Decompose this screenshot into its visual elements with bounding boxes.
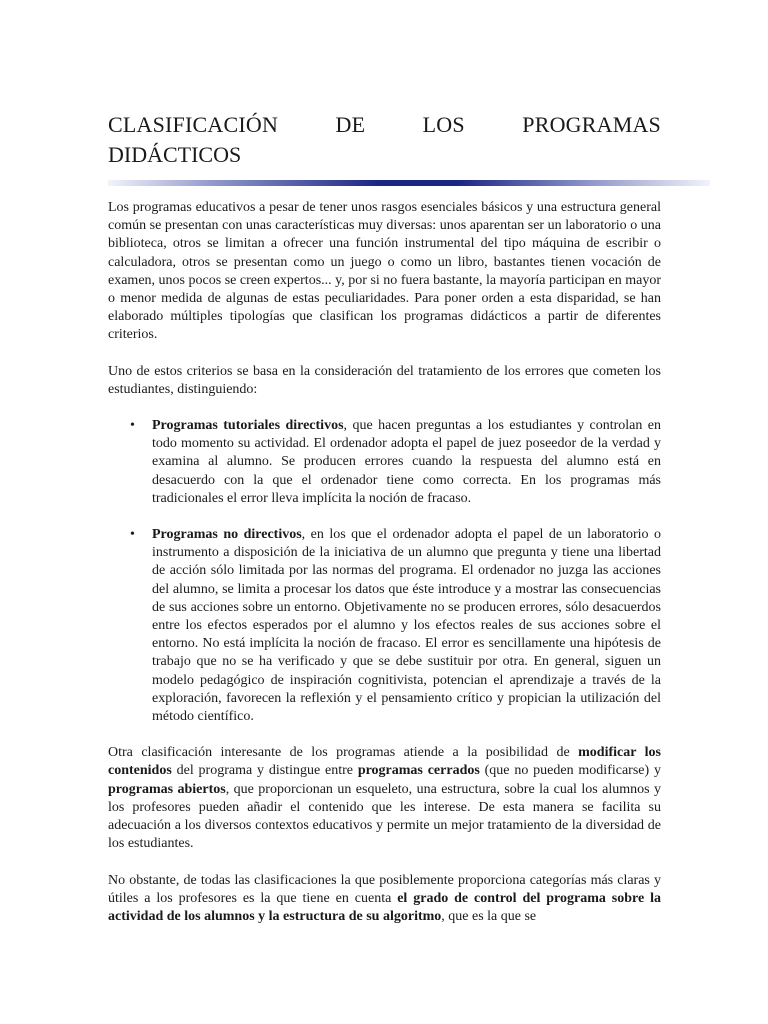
bullet-term: Programas no directivos — [152, 527, 302, 543]
bullet-marker: • — [130, 418, 135, 434]
paragraph-open-closed — [108, 744, 661, 853]
bold-run: programas cerrados — [357, 763, 480, 779]
bullet-text: , en los que el ordenador adopta el papel de un laboratorio o instrumento a disposición de la iniciativa de un alumno que pregunta y tiene una libertad de acción sólo limitada por las normas del programa. El ordenador no juzga las acciones del alumno, se limita a procesar los datos que éste introduce y a mostrar las consecuencias de sus acciones sobre un entorno. Objetivamente no se producen errores, sólo desacuerdos entre los efectos esperados por el alumno y los efectos reales de sus acciones sobre el entorno. No está implícita la noción de fracaso. El error es sencillamente una hipótesis de trabajo que no se ha verificado y que se debe sustituir por otra. En general, siguen un modelo pedagógico de inspiración cognitivista, potencian el aprendizaje a través de la exploración, favorecen la reflexión y el pensamiento crítico y propician la utilización del método científico. — [152, 527, 662, 725]
bullet-marker: • — [130, 527, 135, 543]
bullet-term: Programas tutoriales directivos — [152, 418, 344, 434]
page-title: CLASIFICACIÓN DE LOS PROGRAMAS — [108, 112, 661, 137]
bold-run: el grado de control del programa sobre la actividad de los alumnos y la estructura de su algoritmo — [108, 890, 662, 924]
bullet-text: , que hacen preguntas a los estudiantes y controlan en todo momento su actividad. El ordenador adopta el papel de juez poseedor de la verdad y examina al alumno. Se producen errores cuando la respuesta del alumno está en desacuerdo con la que el ordenador tiene como correcta. En los programas más tradicionales el error lleva implícita la noción de fracaso. — [152, 418, 662, 506]
list-item — [108, 417, 661, 508]
text-run: , que es la que se — [441, 908, 537, 924]
title-divider — [108, 180, 710, 186]
text-run: , que proporcionan un esqueleto, una estructura, sobre la cual los alumnos y los profesores pueden añadir el contenido que les interese. De esta manera se facilita su adecuación a los diversos contextos educativos y permite un mejor tratamiento de la diversidad de los estudiantes. — [108, 781, 661, 852]
document-header — [108, 110, 661, 170]
page-title-continued: DIDÁCTICOS — [108, 142, 242, 167]
text-run: No obstante, de todas las clasificaciones la que posiblemente proporciona categorías más claras y útiles a los profesores es la que tiene en cuenta — [108, 872, 661, 906]
paragraph-intro: Los programas educativos a pesar de tener unos rasgos esenciales básicos y una estructura general común se presentan con unas características muy diversas: unos aparentan ser un laboratorio o una biblioteca, otros se limitan a ofrecer una función instrumental del tipo máquina de escribir o calculadora, otros se presentan como un juego o como un libro, bastantes tienen vocación de examen, unos pocos se creen expertos... y, por si no fuera bastante, la mayoría participan en mayor o menor medida de algunas de estas peculiaridades. Para poner orden a esta disparidad, se han elaborado múltiples tipologías que clasifican los programas didácticos a partir de diferentes criterios. — [108, 200, 661, 343]
text-run: del programa y distingue entre — [171, 763, 358, 779]
paragraph-control — [108, 872, 661, 927]
document-body — [108, 199, 661, 944]
bullet-list — [108, 417, 661, 726]
list-item — [108, 526, 661, 726]
text-run: Otra clasificación interesante de los programas atiende a la posibilidad de — [108, 745, 579, 761]
text-run: (que no pueden modificarse) y — [479, 763, 661, 779]
paragraph-criteria: Uno de estos criterios se basa en la consideración del tratamiento de los errores que cometen los estudiantes, distinguiendo: — [108, 363, 661, 397]
bold-run: programas abiertos — [108, 781, 226, 797]
bold-run: modificar los contenidos — [108, 745, 661, 779]
